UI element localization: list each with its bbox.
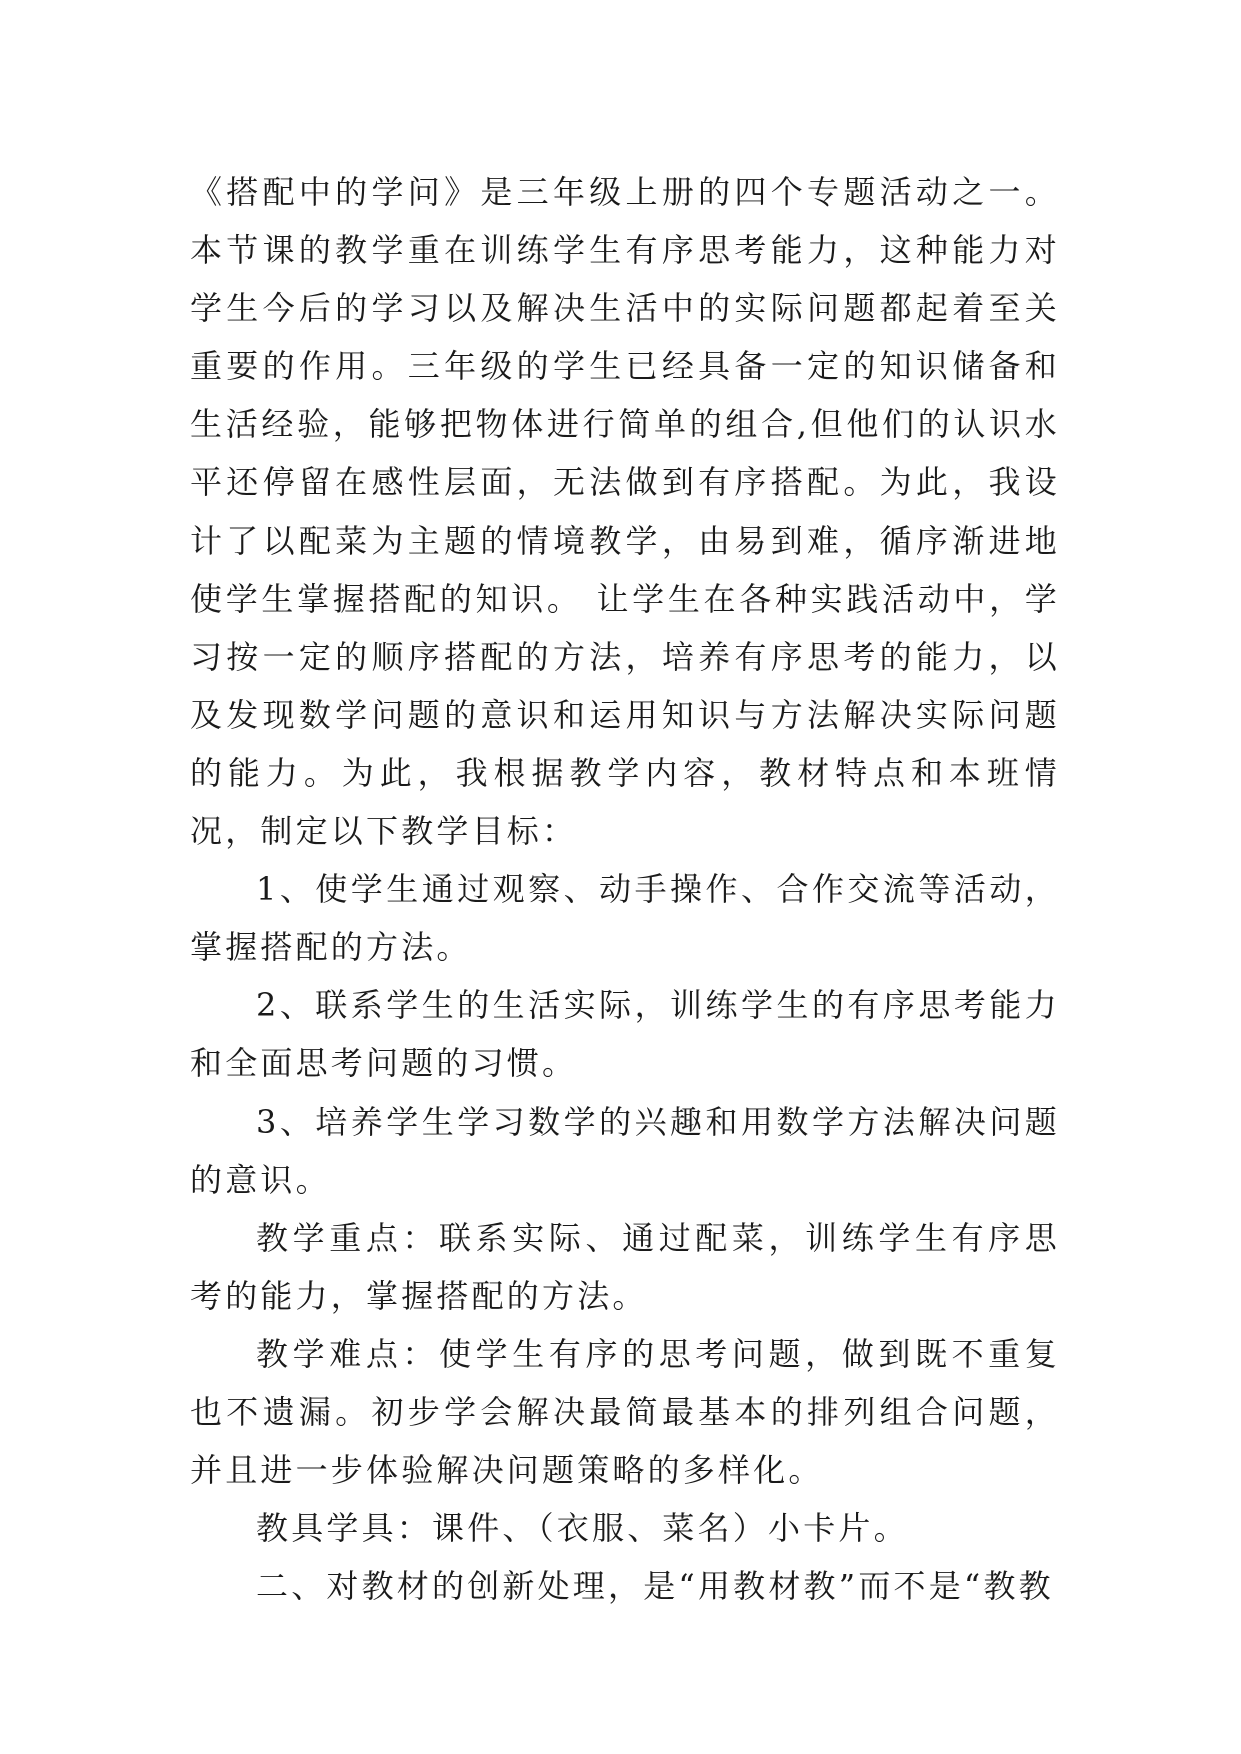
paragraph-key-points: 教学重点：联系实际、通过配菜，训练学生有序思考的能力，掌握搭配的方法。 — [190, 1218, 1060, 1315]
paragraph-section-two: 二、对教材的创新处理，是“用教材教”而不是“教教 — [256, 1567, 1054, 1606]
paragraph-goal-3: 3、培养学生学习数学的兴趣和用数学方法解决问题的意识。 — [190, 1102, 1060, 1199]
paragraph-teaching-aids: 教具学具：课件、（衣服、菜名）小卡片。 — [256, 1509, 909, 1548]
paragraph-intro: 《搭配中的学问》是三年级上册的四个专题活动之一。本节课的教学重在训练学生有序思考能力，这种能力对学生今后的学习以及解决生活中的实际问题都起着至关重要的作用。三年级的学生已经具备一定的知识储备和生活经验，能够把物体进行简单的组合,但他们的认识水平还停留在感性层面，无法做到有序搭配。为此，我设计了以配菜为主题的情境教学，由易到难，循序渐进地使学生掌握搭配的知识。 让学生在各种实践活动中，学习按一定的顺序搭配的方法，培养有序思考的能力，以及发现数学问题的意识和运用知识与方法解决实际问题的能力。为此，我根据教学内容，教材特点和本班情况，制定以下教学目标： — [190, 173, 1060, 851]
paragraph-goal-1: 1、使学生通过观察、动手操作、合作交流等活动，掌握搭配的方法。 — [190, 870, 1060, 967]
paragraph-goal-2: 2、联系学生的生活实际，训练学生的有序思考能力和全面思考问题的习惯。 — [190, 986, 1060, 1083]
paragraph-difficulties: 教学难点：使学生有序的思考问题，做到既不重复也不遗漏。初步学会解决最简最基本的排列组合问题，并且进一步体验解决问题策略的多样化。 — [190, 1334, 1060, 1490]
body-text — [190, 163, 1060, 1615]
